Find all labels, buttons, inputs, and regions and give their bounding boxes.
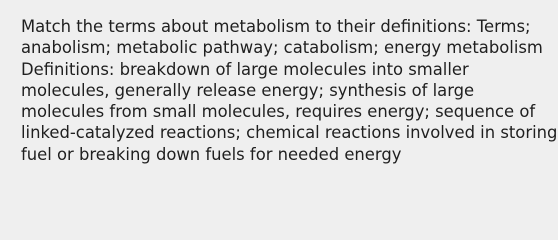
question-line-1: Match the terms about metabolism to their definitions: Terms; <box>21 17 531 36</box>
question-line-5: molecules from small molecules, requires energy; sequence of <box>21 102 536 122</box>
question-line-2: anabolism; metabolic pathway; catabolism; energy metabolism <box>21 38 543 58</box>
question-line-7: fuel or breaking down fuels for needed energy <box>21 144 402 164</box>
question-line-4: molecules, generally release energy; synthesis of large <box>21 80 475 100</box>
question-line-6: linked-catalyzed reactions; chemical reactions involved in storing <box>21 123 558 143</box>
question-line-3: Definitions: breakdown of large molecules into smaller <box>21 59 469 79</box>
question-text <box>21 16 558 165</box>
